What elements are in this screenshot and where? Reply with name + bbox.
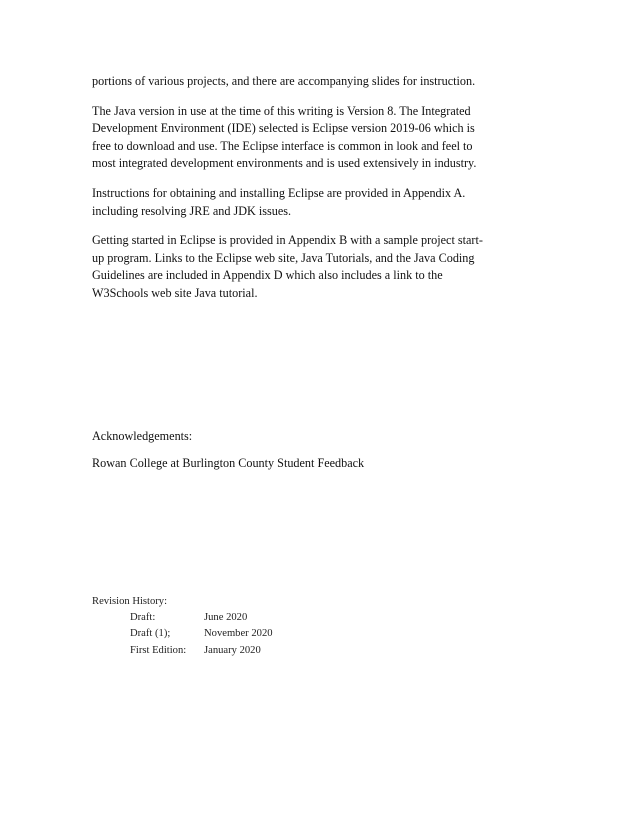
revision-label: Draft (1); (130, 628, 171, 640)
revision-date: November 2020 (204, 628, 273, 640)
paragraph-getting-started: Getting started in Eclipse is provided in Appendix B with a sample project start-up program. Links to the Eclipse web site, Java Tutorials, and the Java Coding Guidelines are included in Appendix D which also includes a link to the W3Schools web site Java tutorial. (92, 233, 483, 300)
revision-entry (92, 626, 273, 642)
revision-label: First Edition: (130, 644, 187, 656)
paragraph-eclipse-install: Instructions for obtaining and installing Eclipse are provided in Appendix A. including resolving JRE and JDK issues. (92, 185, 466, 218)
revision-history-title: Revision History: (92, 596, 168, 607)
paragraph-java-version: The Java version in use at the time of this writing is Version 8. The Integrated Development Environment (IDE) selected is Eclipse version 2019-06 which is free to download and use. The Eclipse interface is common in look and feel to most integrated development environments and is used extensively in industry. (92, 103, 477, 171)
body-text (92, 73, 492, 315)
revision-date: January 2020 (204, 644, 261, 656)
acknowledgements-text: Rowan College at Burlington County Student Feedback (92, 456, 365, 470)
paragraph-intro-continuation: portions of various projects, and there are accompanying slides for instruction. (92, 74, 476, 88)
revision-entry (92, 610, 273, 626)
revision-label: Draft: (130, 612, 156, 624)
acknowledgements-heading: Acknowledgements: (92, 429, 193, 443)
revision-history (92, 594, 273, 659)
revision-date: June 2020 (204, 612, 248, 624)
revision-entry (92, 643, 273, 659)
